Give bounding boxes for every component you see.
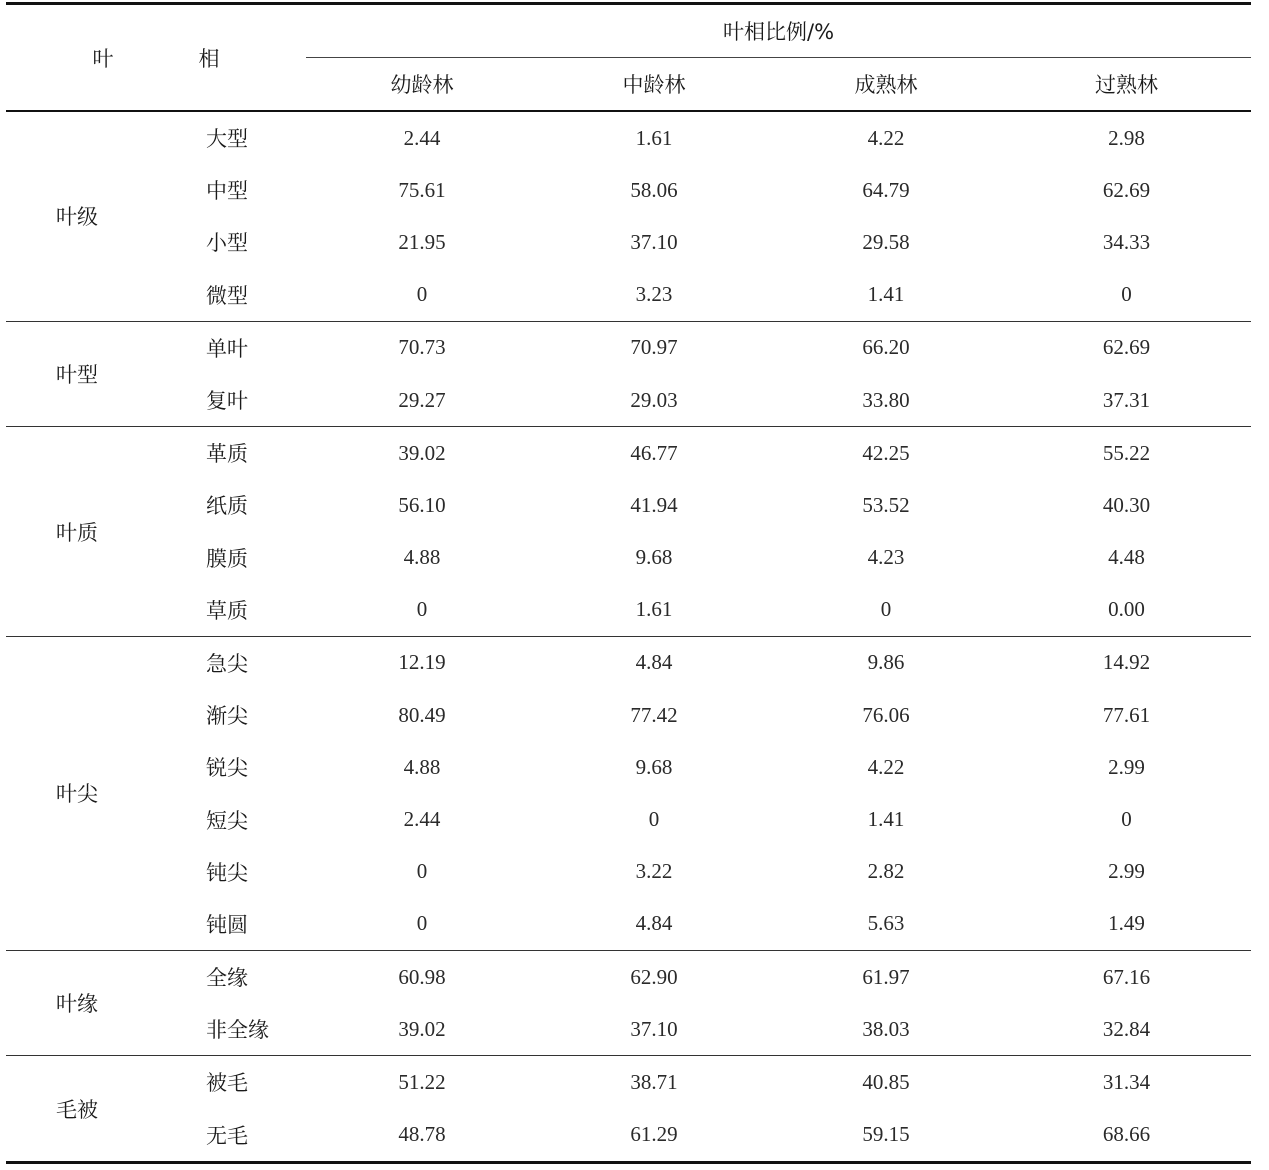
column-header-overmature: 过熟林: [1002, 58, 1251, 112]
value-cell: 29.58: [862, 229, 910, 254]
row-label: 中型: [206, 179, 248, 204]
table-row: [6, 111, 1251, 164]
table-row: [6, 164, 1251, 216]
row-label: 大型: [206, 127, 248, 152]
value-cell: 2.99: [1108, 859, 1145, 884]
value-cell: 66.20: [862, 335, 910, 360]
value-cell: 0: [416, 597, 428, 622]
table-row: [6, 374, 1251, 427]
row-label: 革质: [206, 442, 248, 467]
value-cell: 4.22: [867, 754, 905, 779]
value-cell: 37.31: [1102, 387, 1151, 412]
value-cell: 59.15: [862, 1122, 910, 1147]
value-cell: 0: [1121, 807, 1132, 832]
value-cell: 38.03: [862, 1016, 910, 1041]
value-cell: 40.85: [862, 1069, 910, 1094]
row-label: 钝尖: [206, 860, 248, 885]
value-cell: 1.61: [635, 597, 673, 622]
value-cell: 37.10: [630, 229, 678, 254]
row-group: [6, 111, 1251, 321]
value-cell: 76.06: [862, 702, 910, 727]
value-cell: 0: [416, 282, 428, 307]
value-cell: 32.84: [1102, 1016, 1151, 1041]
value-cell: 56.10: [398, 492, 446, 517]
row-label: 单叶: [206, 336, 248, 361]
column-header-middle: 中龄林: [538, 58, 770, 112]
row-label: 膜质: [206, 546, 248, 571]
value-cell: 12.19: [398, 650, 446, 675]
row-label: 被毛: [206, 1071, 248, 1096]
value-cell: 77.61: [1102, 702, 1151, 727]
row-label: 草质: [206, 598, 248, 623]
table-row: [6, 1056, 1251, 1109]
table-row: [6, 269, 1251, 322]
value-cell: 29.27: [398, 387, 446, 412]
value-cell: 1.41: [867, 807, 905, 832]
row-label: 纸质: [206, 494, 248, 519]
category-cell: [6, 636, 154, 950]
row-label: 无毛: [206, 1123, 248, 1148]
category-cell: [6, 427, 154, 637]
value-cell: 0: [1121, 282, 1132, 307]
value-cell: 4.88: [403, 754, 441, 779]
leaf-phase-header: 叶 相: [6, 4, 306, 112]
value-cell: 61.29: [630, 1122, 678, 1147]
value-cell: 0: [416, 911, 428, 936]
category-cell: [6, 951, 154, 1056]
column-header-young: 幼龄林: [306, 58, 538, 112]
value-cell: 31.34: [1102, 1069, 1151, 1094]
table-row: [6, 479, 1251, 531]
value-cell: 53.52: [862, 492, 910, 517]
row-label: 小型: [206, 231, 248, 256]
value-cell: 62.69: [1102, 177, 1151, 202]
value-cell: 37.10: [630, 1016, 678, 1041]
value-cell: 2.44: [403, 125, 441, 150]
table-header: [6, 4, 1251, 112]
value-cell: 70.73: [398, 335, 446, 360]
value-cell: 4.84: [635, 911, 673, 936]
value-cell: 33.80: [862, 387, 910, 412]
value-cell: 2.82: [867, 859, 905, 884]
table-row: [6, 898, 1251, 951]
category-label: 毛被: [56, 1097, 98, 1122]
value-cell: 51.22: [398, 1069, 446, 1094]
table-row: [6, 1109, 1251, 1163]
value-cell: 2.98: [1108, 125, 1145, 150]
column-header-mature: 成熟林: [770, 58, 1002, 112]
value-cell: 39.02: [398, 1016, 446, 1041]
value-cell: 1.41: [867, 282, 905, 307]
value-cell: 77.42: [630, 702, 678, 727]
row-group: [6, 427, 1251, 637]
table-row: [6, 951, 1251, 1004]
value-cell: 55.22: [1102, 440, 1151, 465]
table-row: [6, 427, 1251, 480]
value-cell: 75.61: [398, 177, 446, 202]
value-cell: 1.61: [635, 125, 673, 150]
value-cell: 42.25: [862, 440, 910, 465]
row-label: 钝圆: [206, 912, 248, 937]
category-cell: [6, 321, 154, 426]
value-cell: 48.78: [398, 1122, 446, 1147]
category-cell: [6, 111, 154, 321]
row-label: 急尖: [206, 651, 248, 676]
value-cell: 70.97: [630, 335, 678, 360]
value-cell: 0: [880, 597, 892, 622]
category-label: 叶级: [56, 205, 98, 230]
row-group: [6, 1056, 1251, 1162]
value-cell: 21.95: [398, 229, 446, 254]
value-cell: 1.49: [1108, 911, 1145, 936]
value-cell: 4.23: [867, 545, 905, 570]
table-row: [6, 1003, 1251, 1056]
value-cell: 61.97: [862, 964, 910, 989]
value-cell: 29.03: [630, 387, 678, 412]
leaf-phase-table: [6, 2, 1251, 1164]
row-label: 全缘: [206, 966, 248, 991]
value-cell: 14.92: [1102, 650, 1151, 675]
table-row: [6, 636, 1251, 689]
table-row: [6, 741, 1251, 793]
value-cell: 38.71: [630, 1069, 678, 1094]
value-cell: 3.23: [635, 282, 673, 307]
value-cell: 58.06: [630, 177, 678, 202]
value-cell: 68.66: [1102, 1122, 1151, 1147]
row-label: 渐尖: [206, 704, 248, 729]
value-cell: 62.69: [1102, 335, 1151, 360]
category-label: 叶型: [56, 362, 98, 387]
category-cell: [6, 1056, 154, 1162]
table-row: [6, 321, 1251, 374]
value-cell: 2.99: [1108, 754, 1145, 779]
value-cell: 5.63: [867, 911, 905, 936]
value-cell: 9.68: [635, 754, 673, 779]
value-cell: 80.49: [398, 702, 446, 727]
table-row: [6, 689, 1251, 741]
value-cell: 3.22: [635, 859, 673, 884]
value-cell: 4.88: [403, 545, 441, 570]
value-cell: 0: [648, 807, 660, 832]
value-cell: 0.00: [1108, 597, 1145, 622]
value-cell: 0: [416, 859, 428, 884]
value-cell: 41.94: [630, 492, 678, 517]
value-cell: 9.68: [635, 545, 673, 570]
row-label: 微型: [206, 283, 248, 308]
value-cell: 64.79: [862, 177, 910, 202]
table-row: [6, 216, 1251, 268]
value-cell: 60.98: [398, 964, 446, 989]
value-cell: 46.77: [630, 440, 678, 465]
value-cell: 4.22: [867, 125, 905, 150]
table-row: [6, 846, 1251, 898]
row-group: [6, 636, 1251, 950]
row-label: 锐尖: [206, 756, 248, 781]
value-cell: 34.33: [1102, 229, 1151, 254]
table-row: [6, 793, 1251, 845]
value-cell: 39.02: [398, 440, 446, 465]
row-group: [6, 951, 1251, 1056]
row-label: 复叶: [206, 389, 248, 414]
row-label: 非全缘: [206, 1018, 269, 1043]
ratio-header: 叶相比例/%: [306, 4, 1251, 58]
value-cell: 40.30: [1102, 492, 1151, 517]
row-label: 短尖: [206, 808, 248, 833]
table-row: [6, 584, 1251, 637]
category-label: 叶缘: [56, 992, 98, 1017]
value-cell: 4.48: [1108, 545, 1145, 570]
value-cell: 4.84: [635, 650, 673, 675]
value-cell: 67.16: [1102, 964, 1151, 989]
value-cell: 2.44: [403, 807, 441, 832]
table-row: [6, 532, 1251, 584]
category-label: 叶尖: [56, 782, 98, 807]
category-label: 叶质: [56, 520, 98, 545]
value-cell: 9.86: [867, 650, 905, 675]
row-group: [6, 321, 1251, 426]
value-cell: 62.90: [630, 964, 678, 989]
